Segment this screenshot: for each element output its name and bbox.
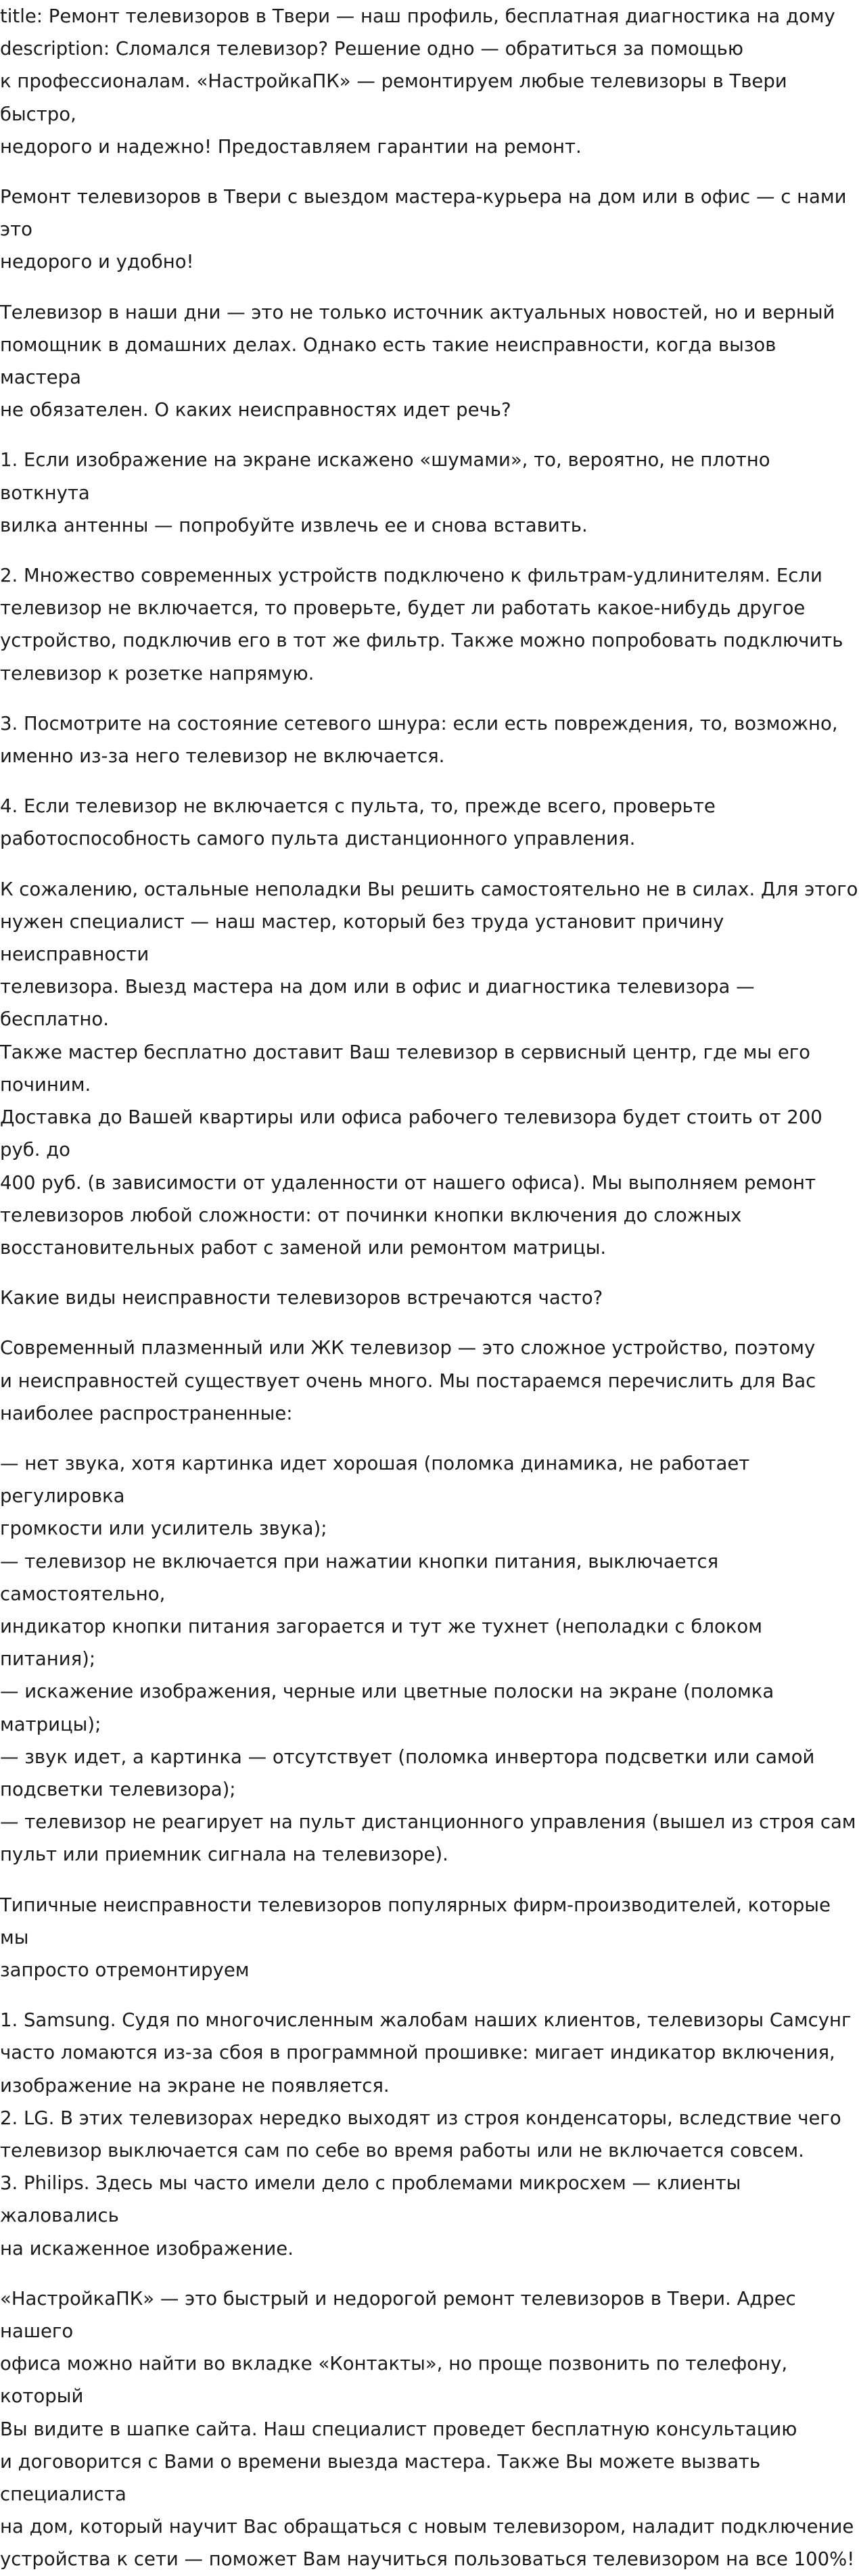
text-line: офиса можно найти во вкладке «Контакты», но проще позвонить по телефону, который — [0, 2353, 788, 2408]
meta-description-line: недорого и надежно! Предоставляем гарантии на ремонт. — [0, 135, 582, 158]
text-line: устройства к сети — поможет Вам научиться пользоваться телевизором на все 100%! — [0, 2548, 855, 2571]
text-line: Современный плазменный или ЖК телевизор — это сложное устройство, поэтому — [0, 1337, 816, 1359]
meta-block — [0, 0, 859, 163]
text-line: не обязателен. О каких неисправностях идет речь? — [0, 399, 511, 421]
text-line: недорого и удобно! — [0, 251, 194, 273]
text-line: запросто отремонтируем — [0, 1959, 250, 1981]
text-line: и договорится с Вами о времени выезда мастера. Также Вы можете вызвать специалиста — [0, 2450, 761, 2506]
text-line: изображение на экране не появляется. — [0, 2074, 390, 2097]
text-line: вилка антенны — попробуйте извлечь ее и снова вставить. — [0, 514, 588, 536]
faults-intro-paragraph — [0, 1332, 859, 1430]
text-line: громкости или усилитель звука); — [0, 1518, 327, 1540]
text-line: наиболее распространенные: — [0, 1402, 293, 1424]
article-paragraphs — [0, 181, 859, 2576]
text-line: телевизор не включается, то проверьте, будет ли работать какое-нибудь другое — [0, 597, 806, 619]
text-line: телевизор выключается сам по себе во время работы или не включается совсем. — [0, 2139, 804, 2161]
text-line: 1. Samsung. Судя по многочисленным жалобам наших клиентов, телевизоры Самсунг — [0, 2009, 852, 2032]
text-line: 3. Посмотрите на состояние сетевого шнура: если есть повреждения, то, возможно, — [0, 712, 838, 734]
intro-paragraph — [0, 181, 859, 279]
text-line: — нет звука, хотя картинка идет хорошая (поломка динамика, не работает регулировка — [0, 1452, 750, 1507]
meta-title-line: title: Ремонт телевизоров в Твери — наш профиль, бесплатная диагностика на дому — [0, 5, 835, 27]
text-line: 3. Philips. Здесь мы часто имели дело с проблемами микросхем — клиенты жаловались — [0, 2172, 741, 2227]
faults-list — [0, 1447, 859, 1871]
brands-heading — [0, 1889, 859, 1987]
text-line: Какие виды неисправности телевизоров встречаются часто? — [0, 1287, 603, 1309]
text-line: и неисправностей существует очень много. Мы постараемся перечислить для Вас — [0, 1369, 816, 1392]
faults-heading — [0, 1282, 859, 1314]
text-line: именно из-за него телевизор не включается. — [0, 745, 445, 768]
text-line: Вы видите в шапке сайта. Наш специалист проведет бесплатную консультацию — [0, 2418, 797, 2440]
tip-1-paragraph — [0, 444, 859, 542]
text-line: Доставка до Вашей квартиры или офиса рабочего телевизора будет стоить от 200 руб. до — [0, 1106, 822, 1161]
specialist-paragraph — [0, 873, 859, 1264]
closing-paragraph — [0, 2282, 859, 2576]
tip-2-paragraph — [0, 559, 859, 690]
context-paragraph — [0, 296, 859, 427]
text-line: Типичные неисправности телевизоров популярных фирм-производителей, которые мы — [0, 1894, 831, 1948]
text-line: 2. Множество современных устройств подключено к фильтрам-удлинителям. Если — [0, 565, 822, 587]
text-line: пульт или приемник сигнала на телевизоре). — [0, 1844, 448, 1866]
text-line: Телевизор в наши дни — это не только источник актуальных новостей, но и верный — [0, 301, 835, 323]
text-line: — звук идет, а картинка — отсутствует (поломка инвертора подсветки или самой — [0, 1746, 815, 1768]
text-line: на дом, который научит Вас обращаться с новым телевизором, наладит подключение — [0, 2516, 854, 2538]
text-line: устройство, подключив его в тот же фильтр. Также можно попробовать подключить — [0, 630, 843, 652]
text-line: телевизоров любой сложности: от починки кнопки включения до сложных — [0, 1204, 742, 1226]
brands-list — [0, 2004, 859, 2265]
text-line: К сожалению, остальные неполадки Вы решить самостоятельно не в силах. Для этого — [0, 878, 858, 900]
text-line: нужен специалист — наш мастер, который без труда установит причину неисправности — [0, 910, 724, 966]
meta-description-line: description: Сломался телевизор? Решение одно — обратиться за помощью — [0, 38, 744, 60]
text-line: Ремонт телевизоров в Твери с выездом мастера-курьера на дом или в офис — с нами это — [0, 186, 847, 241]
text-line: индикатор кнопки питания загорается и тут же тухнет (неполадки с блоком питания); — [0, 1615, 762, 1670]
text-line: 2. LG. В этих телевизорах нередко выходят из строя конденсаторы, вследствие чего — [0, 2107, 841, 2129]
tip-4-paragraph — [0, 790, 859, 855]
text-line: — искажение изображения, черные или цветные полоски на экране (поломка матрицы); — [0, 1681, 774, 1735]
text-line: восстановительных работ с заменой или ремонтом матрицы. — [0, 1236, 607, 1259]
text-line: 400 руб. (в зависимости от удаленности от нашего офиса). Мы выполняем ремонт — [0, 1171, 816, 1194]
text-line: часто ломаются из-за сбоя в программной прошивке: мигает индикатор включения, — [0, 2042, 835, 2064]
text-line: — телевизор не реагирует на пульт дистанционного управления (вышел из строя сам — [0, 1811, 856, 1833]
text-line: телевизора. Выезд мастера на дом или в офис и диагностика телевизора — бесплатно. — [0, 976, 755, 1031]
text-line: работоспособность самого пульта дистанционного управления. — [0, 828, 636, 850]
text-line: 1. Если изображение на экране искажено «шумами», то, вероятно, не плотно воткнута — [0, 449, 770, 504]
text-line: помощник в домашних делах. Однако есть такие неисправности, когда вызов мастера — [0, 333, 776, 389]
text-line: «НастройкаПК» — это быстрый и недорогой ремонт телевизоров в Твери. Адрес нашего — [0, 2287, 796, 2342]
meta-description-line: к профессионалам. «НастройкаПК» — ремонтируем любые телевизоры в Твери быстро, — [0, 70, 787, 125]
tip-3-paragraph — [0, 707, 859, 772]
text-line: — телевизор не включается при нажатии кнопки питания, выключается самостоятельно, — [0, 1550, 719, 1605]
text-line: 4. Если телевизор не включается с пульта, то, прежде всего, проверьте — [0, 795, 716, 818]
text-line: Также мастер бесплатно доставит Ваш телевизор в сервисный центр, где мы его починим. — [0, 1041, 811, 1096]
text-line: на искаженное изображение. — [0, 2237, 294, 2259]
text-line: подсветки телевизора); — [0, 1778, 236, 1800]
text-line: телевизор к розетке напрямую. — [0, 662, 315, 684]
